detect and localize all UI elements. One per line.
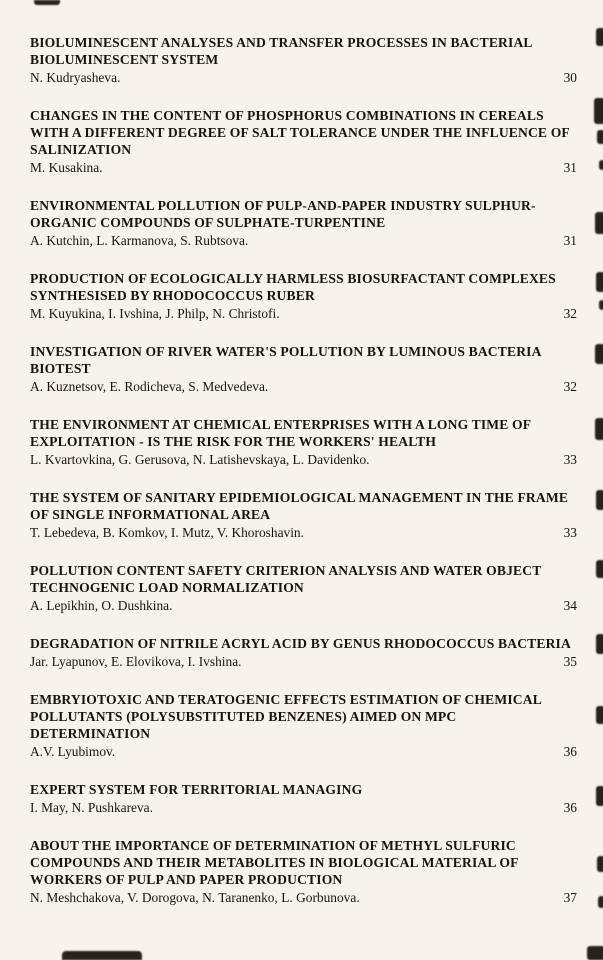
toc-entry bbox=[30, 781, 577, 816]
toc-entry bbox=[30, 489, 577, 541]
scan-artifact-top bbox=[34, 0, 60, 5]
entry-authors: N. Kudryasheva. bbox=[30, 70, 121, 85]
scan-artifact-edge bbox=[597, 130, 603, 144]
entry-page-number: 31 bbox=[563, 160, 577, 175]
toc-entry bbox=[30, 107, 577, 176]
entry-authors: T. Lebedeva, B. Komkov, I. Mutz, V. Khoroshavin. bbox=[30, 525, 304, 540]
entry-title: THE ENVIRONMENT AT CHEMICAL ENTERPRISES WITH A LONG TIME OF EXPLOITATION - IS THE RISK FOR THE WORKERS' HEALTH bbox=[30, 417, 531, 449]
toc-entry bbox=[30, 343, 577, 395]
scan-artifact-edge bbox=[599, 160, 603, 170]
scan-artifact-bottom bbox=[62, 951, 142, 960]
entry-page-number: 32 bbox=[563, 379, 577, 394]
scan-artifact-edge bbox=[594, 98, 603, 124]
entry-authors: A. Kuznetsov, E. Rodicheva, S. Medvedeva. bbox=[30, 379, 269, 394]
scan-artifact-corner bbox=[587, 946, 603, 960]
scan-artifact-edge bbox=[595, 344, 603, 364]
entry-title: THE SYSTEM OF SANITARY EPIDEMIOLOGICAL MANAGEMENT IN THE FRAME OF SINGLE INFORMATIONAL AREA bbox=[30, 490, 569, 522]
entry-title: EMBRYIOTOXIC AND TERATOGENIC EFFECTS ESTIMATION OF CHEMICAL POLLUTANTS (POLYSUBSTITUTED BENZENES) AIMED ON MPC DETERMINATION bbox=[30, 692, 542, 741]
toc-entry bbox=[30, 562, 577, 614]
scan-artifact-edge bbox=[596, 706, 603, 724]
entry-authors: M. Kuyukina, I. Ivshina, J. Philp, N. Christofi. bbox=[30, 306, 280, 321]
entry-authors: L. Kvartovkina, G. Gerusova, N. Latishevskaya, L. Davidenko. bbox=[30, 452, 370, 467]
entry-title: INVESTIGATION OF RIVER WATER'S POLLUTION BY LUMINOUS BACTERIA BIOTEST bbox=[30, 344, 541, 376]
entry-title: EXPERT SYSTEM FOR TERRITORIAL MANAGING bbox=[30, 782, 363, 797]
entry-authors: A. Lepikhin, O. Dushkina. bbox=[30, 598, 173, 613]
entry-authors: M. Kusakina. bbox=[30, 160, 103, 175]
entry-title: PRODUCTION OF ECOLOGICALLY HARMLESS BIOSURFACTANT COMPLEXES SYNTHESISED BY RHODOCOCCUS RUBER bbox=[30, 271, 556, 303]
entry-authors: I. May, N. Pushkareva. bbox=[30, 800, 153, 815]
entry-title: ENVIRONMENTAL POLLUTION OF PULP-AND-PAPER INDUSTRY SULPHUR-ORGANIC COMPOUNDS OF SULPHATE-TURPENTINE bbox=[30, 198, 536, 230]
table-of-contents bbox=[30, 34, 577, 927]
toc-entry bbox=[30, 635, 577, 670]
entry-title: CHANGES IN THE CONTENT OF PHOSPHORUS COMBINATIONS IN CEREALS WITH A DIFFERENT DEGREE OF SALT TOLERANCE UNDER THE INFLUENCE OF SALINIZATION bbox=[30, 108, 570, 157]
entry-title: DEGRADATION OF NITRILE ACRYL ACID BY GENUS RHODOCOCCUS BACTERIA bbox=[30, 636, 571, 651]
scan-artifact-edge bbox=[595, 212, 603, 234]
scan-artifact-edge bbox=[598, 896, 603, 908]
scan-artifact-edge bbox=[595, 418, 603, 440]
entry-page-number: 36 bbox=[563, 800, 577, 815]
scan-artifact-edge bbox=[596, 786, 603, 806]
scan-artifact-edge bbox=[597, 856, 603, 872]
entry-title: ABOUT THE IMPORTANCE OF DETERMINATION OF METHYL SULFURIC COMPOUNDS AND THEIR METABOLITES IN BIOLOGICAL MATERIAL OF WORKERS OF PULP AND PAPER PRODUCTION bbox=[30, 838, 519, 887]
entry-page-number: 32 bbox=[563, 306, 577, 321]
toc-entry bbox=[30, 34, 577, 86]
entry-title: BIOLUMINESCENT ANALYSES AND TRANSFER PROCESSES IN BACTERIAL BIOLUMINESCENT SYSTEM bbox=[30, 35, 532, 67]
entry-authors: A.V. Lyubimov. bbox=[30, 744, 116, 759]
toc-entry bbox=[30, 270, 577, 322]
entry-page-number: 35 bbox=[563, 654, 577, 669]
scan-artifact-edge bbox=[596, 490, 603, 510]
entry-authors: Jar. Lyapunov, E. Elovikova, I. Ivshina. bbox=[30, 654, 242, 669]
scan-artifact-edge bbox=[596, 28, 603, 46]
entry-authors: A. Kutchin, L. Karmanova, S. Rubtsova. bbox=[30, 233, 249, 248]
scan-artifact-edge bbox=[599, 300, 603, 310]
toc-entry bbox=[30, 197, 577, 249]
entry-page-number: 37 bbox=[563, 890, 577, 905]
entry-page-number: 33 bbox=[563, 525, 577, 540]
entry-page-number: 33 bbox=[563, 452, 577, 467]
entry-title: POLLUTION CONTENT SAFETY CRITERION ANALYSIS AND WATER OBJECT TECHNOGENIC LOAD NORMALIZATION bbox=[30, 563, 542, 595]
entry-page-number: 30 bbox=[563, 70, 577, 85]
entry-page-number: 36 bbox=[563, 744, 577, 759]
scan-artifact-edge bbox=[596, 634, 603, 654]
scan-artifact-edge bbox=[596, 560, 603, 578]
entry-authors: N. Meshchakova, V. Dorogova, N. Taranenko, L. Gorbunova. bbox=[30, 890, 360, 905]
toc-entry bbox=[30, 416, 577, 468]
entry-page-number: 34 bbox=[563, 598, 577, 613]
toc-entry bbox=[30, 837, 577, 906]
entry-page-number: 31 bbox=[563, 233, 577, 248]
toc-entry bbox=[30, 691, 577, 760]
scan-artifact-edge bbox=[596, 272, 603, 292]
